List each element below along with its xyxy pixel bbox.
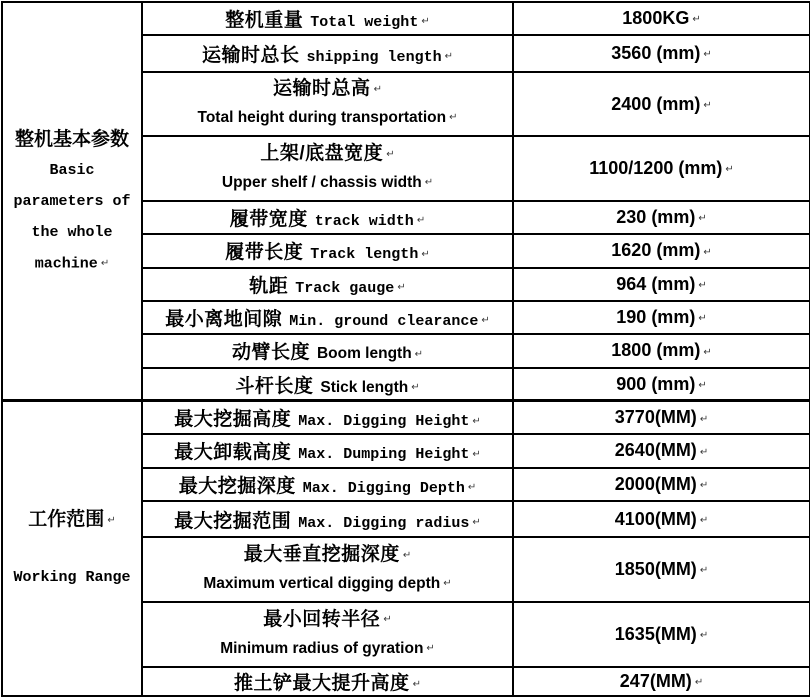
- return-mark-icon: ↵: [699, 565, 709, 577]
- param-label-en: Max. Digging Height: [298, 413, 470, 431]
- return-mark-icon: ↵: [107, 515, 116, 527]
- param-label-en: shipping length: [306, 49, 442, 66]
- param-label-line-cn: [145, 75, 510, 104]
- param-label-cn: 最大挖掘深度: [178, 475, 296, 497]
- param-label-en: Total height during transportation: [197, 109, 447, 127]
- param-value: 3770(MM): [614, 407, 697, 428]
- return-mark-icon: ↵: [444, 51, 453, 63]
- return-mark-icon: ↵: [472, 516, 481, 528]
- param-label-cell: [142, 434, 513, 467]
- section-header-text: machine: [34, 255, 98, 273]
- param-label-en: Maximum vertical digging depth: [203, 575, 441, 593]
- param-label-cn: 履带宽度: [229, 209, 308, 231]
- param-value-cell: [513, 667, 810, 696]
- param-value: 4100(MM): [614, 508, 697, 529]
- return-mark-icon: ↵: [699, 630, 709, 641]
- param-value: 1850(MM): [614, 559, 697, 580]
- return-mark-icon: ↵: [703, 49, 712, 61]
- return-mark-icon: ↵: [698, 280, 707, 292]
- param-value-cell: [513, 72, 810, 137]
- return-mark-icon: ↵: [373, 84, 382, 96]
- param-value: 1620 (mm): [611, 240, 701, 261]
- param-label-cn: 动臂长度: [231, 342, 310, 364]
- param-label-cell: [142, 136, 513, 201]
- param-label-cn: 斗杆长度: [235, 375, 314, 397]
- param-label-cn: 推土铲最大提升高度: [234, 672, 410, 694]
- return-mark-icon: ↵: [699, 514, 709, 526]
- param-value-cell: [513, 537, 810, 602]
- param-label-cell: [142, 468, 513, 501]
- param-value: 1100/1200 (mm): [589, 158, 723, 179]
- return-mark-icon: ↵: [386, 148, 395, 160]
- section-header-working-range: [2, 401, 142, 696]
- param-label-cell: [142, 368, 513, 401]
- param-value-cell: [513, 501, 810, 537]
- spec-table: [1, 1, 810, 697]
- param-label-cell: [142, 537, 513, 602]
- return-mark-icon: ↵: [692, 14, 701, 26]
- param-label-en: Max. Digging Depth: [302, 479, 465, 497]
- param-label-en: Minimum radius of gyration: [220, 639, 424, 657]
- param-value-cell: [513, 201, 810, 234]
- return-mark-icon: ↵: [414, 348, 424, 360]
- return-mark-icon: ↵: [703, 99, 712, 111]
- param-value-cell: [513, 468, 810, 501]
- param-label-cn: 运输时总长: [202, 45, 300, 66]
- section-header-basic-parameters: [2, 2, 142, 401]
- param-label-line-cn: [145, 606, 510, 635]
- param-label-cell: [142, 35, 513, 71]
- param-label-cell: [142, 602, 513, 667]
- param-label-cn: 履带长度: [225, 242, 304, 264]
- return-mark-icon: ↵: [412, 679, 421, 691]
- return-mark-icon: ↵: [725, 164, 734, 176]
- param-value-cell: [513, 35, 810, 71]
- return-mark-icon: ↵: [402, 549, 412, 561]
- param-label-en: Track length: [310, 246, 419, 264]
- param-value: 2000(MM): [614, 473, 697, 494]
- param-label-cell: [142, 401, 513, 434]
- param-label-cell: [142, 2, 513, 35]
- param-label-en: Max. Digging radius: [298, 514, 470, 532]
- return-mark-icon: ↵: [698, 379, 707, 391]
- section-header-line: the whole: [31, 223, 113, 241]
- section-header-line: 整机基本参数: [14, 128, 129, 150]
- param-value: 964 (mm): [616, 273, 696, 294]
- spec-row-total-weight: [2, 2, 810, 35]
- param-value: 190 (mm): [616, 307, 696, 328]
- param-value-cell: [513, 334, 810, 367]
- param-value: 900 (mm): [616, 373, 696, 394]
- return-mark-icon: ↵: [703, 246, 712, 258]
- section-header-line: parameters of: [13, 192, 131, 210]
- param-value-cell: [513, 2, 810, 35]
- param-label-cn: 上架/底盘宽度: [260, 143, 384, 165]
- param-value-cell: [513, 434, 810, 467]
- return-mark-icon: ↵: [421, 16, 430, 28]
- param-label-en: Total weight: [310, 14, 419, 32]
- param-value-cell: [513, 268, 810, 301]
- return-mark-icon: ↵: [703, 346, 712, 358]
- return-mark-icon: ↵: [416, 215, 426, 227]
- spec-sheet: [0, 1, 806, 695]
- return-mark-icon: ↵: [449, 112, 458, 124]
- param-label-en: Boom length: [316, 345, 412, 363]
- param-value: 247(MM): [619, 670, 692, 691]
- param-value-cell: [513, 301, 810, 334]
- return-mark-icon: ↵: [698, 213, 707, 225]
- spec-row-max-digging-height: [2, 401, 810, 434]
- param-value: 2640(MM): [614, 440, 697, 461]
- section-header-line: [5, 534, 139, 563]
- section-header-line: [5, 505, 139, 534]
- param-value: 2400 (mm): [611, 93, 701, 114]
- param-label-cn: 轨距: [249, 275, 289, 297]
- param-value: 1800KG: [622, 8, 690, 29]
- param-label-cell: [142, 301, 513, 334]
- param-value-cell: [513, 401, 810, 434]
- return-mark-icon: ↵: [481, 315, 490, 327]
- param-label-cn: 运输时总高: [273, 78, 371, 100]
- section-header-line: Basic: [49, 161, 95, 179]
- param-label-cn: 最大挖掘高度: [174, 409, 292, 431]
- param-label-en: Max. Dumping Height: [298, 446, 470, 464]
- param-label-en: Upper shelf / chassis width: [221, 174, 422, 192]
- param-label-cell: [142, 501, 513, 537]
- return-mark-icon: ↵: [699, 480, 709, 492]
- param-label-line-cn: [145, 140, 510, 169]
- param-label-en: Min. ground clearance: [289, 313, 479, 331]
- param-label-cn: 最大挖掘范围: [174, 510, 292, 532]
- param-value: 3560 (mm): [611, 43, 701, 63]
- return-mark-icon: ↵: [411, 381, 420, 393]
- param-label-cell: [142, 72, 513, 137]
- return-mark-icon: ↵: [397, 282, 406, 294]
- return-mark-icon: ↵: [421, 248, 430, 260]
- section-header-text: 工作范围: [28, 509, 105, 531]
- param-label-line-en: [145, 104, 510, 132]
- return-mark-icon: ↵: [699, 446, 709, 458]
- return-mark-icon: ↵: [467, 482, 477, 494]
- return-mark-icon: ↵: [424, 177, 434, 189]
- param-label-en: Track gauge: [295, 279, 395, 297]
- param-label-cell: [142, 667, 513, 696]
- return-mark-icon: ↵: [694, 677, 704, 689]
- param-label-cn: 最大卸载高度: [174, 442, 292, 464]
- param-label-cn: 最小离地间隙: [165, 309, 283, 331]
- param-label-line-en: [145, 570, 510, 598]
- return-mark-icon: ↵: [100, 257, 110, 269]
- param-value-cell: [513, 602, 810, 667]
- param-value-cell: [513, 368, 810, 401]
- param-label-cell: [142, 201, 513, 234]
- return-mark-icon: ↵: [426, 642, 435, 654]
- param-label-cn: 最大垂直挖掘深度: [243, 543, 400, 565]
- param-label-en: Stick length: [320, 378, 409, 396]
- param-label-en: track width: [314, 213, 414, 231]
- param-value-cell: [513, 136, 810, 201]
- param-label-line-en: [145, 635, 510, 663]
- param-value: 230 (mm): [616, 207, 696, 228]
- param-value-cell: [513, 234, 810, 267]
- param-label-cell: [142, 234, 513, 267]
- return-mark-icon: ↵: [699, 413, 709, 425]
- param-label-line-cn: [145, 541, 510, 570]
- return-mark-icon: ↵: [472, 448, 481, 460]
- return-mark-icon: ↵: [472, 415, 481, 427]
- param-label-cn: 整机重量: [225, 10, 304, 32]
- param-label-cell: [142, 334, 513, 367]
- param-label-line-en: [145, 169, 510, 197]
- return-mark-icon: ↵: [383, 614, 392, 626]
- param-label-cn: 最小回转半径: [263, 608, 381, 630]
- section-header-line: Working Range: [13, 569, 131, 587]
- param-value: 1800 (mm): [611, 340, 701, 361]
- return-mark-icon: ↵: [443, 577, 452, 589]
- section-header-line: [5, 248, 139, 279]
- return-mark-icon: ↵: [698, 313, 707, 325]
- param-value: 1635(MM): [614, 623, 697, 644]
- param-label-cell: [142, 268, 513, 301]
